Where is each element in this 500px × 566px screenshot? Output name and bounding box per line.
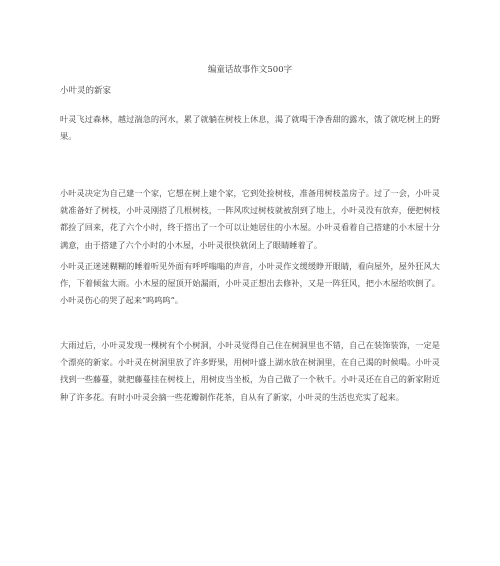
paragraph-4: 大雨过后，小叶灵发现一棵树有个小树洞，小叶灵觉得自己住在树洞里也不错，自己在装饰装饰，一定是个漂亮的新家。小叶灵在树洞里放了许多野果，用树叶盛上湖水放在树洞里，在自己渴的时候喝。小叶灵找到一些藤蔓，就把藤蔓挂在树枝上，用树皮当坐板，为自己做了一个秋千。小叶灵还在自己的新家附近种了许多花。有时小叶灵会摘一些花瓣制作花茶，自从有了新家，小叶灵的生活也充实了起来。 [60,340,440,402]
story-subtitle: 小叶灵的新家 [60,86,112,96]
document-title: 编童话故事作文500字 [207,65,293,75]
paragraph-2: 小叶灵决定为自己建一个家，它想在树上建个家，它到处捡树枝，准备用树枝盖房子。过了一会，小叶灵就准备好了树枝，小叶灵刚搭了几根树枝，一阵风吹过树枝就被刮到了地上，小叶灵没有放弃，便把树枝都捡了回来，花了六个小时，终于搭出了一个可以让她居住的小木屋。小叶灵看着自己搭建的小木屋十分满意，由于搭建了六个小时的小木屋，小叶灵很快就闭上了眼睛睡着了。 [60,188,440,250]
paragraph-1: 叶灵飞过森林，越过湍急的河水，累了就躺在树枝上休息，渴了就喝干净香甜的露水，饿了就吃树上的野果。 [60,114,440,142]
paragraph-3: 小叶灵正迷迷糊糊的睡着听见外面有呼呼嗡嗡的声音，小叶灵作文缓缓睁开眼睛，看向屋外，屋外狂风大作，下着倾盆大雨。小木屋的屋顶开始漏雨，小叶灵正想出去修补，又是一阵狂风，把小木屋给吹倒了。小叶灵伤心的哭了起来“呜呜呜”。 [60,261,440,306]
